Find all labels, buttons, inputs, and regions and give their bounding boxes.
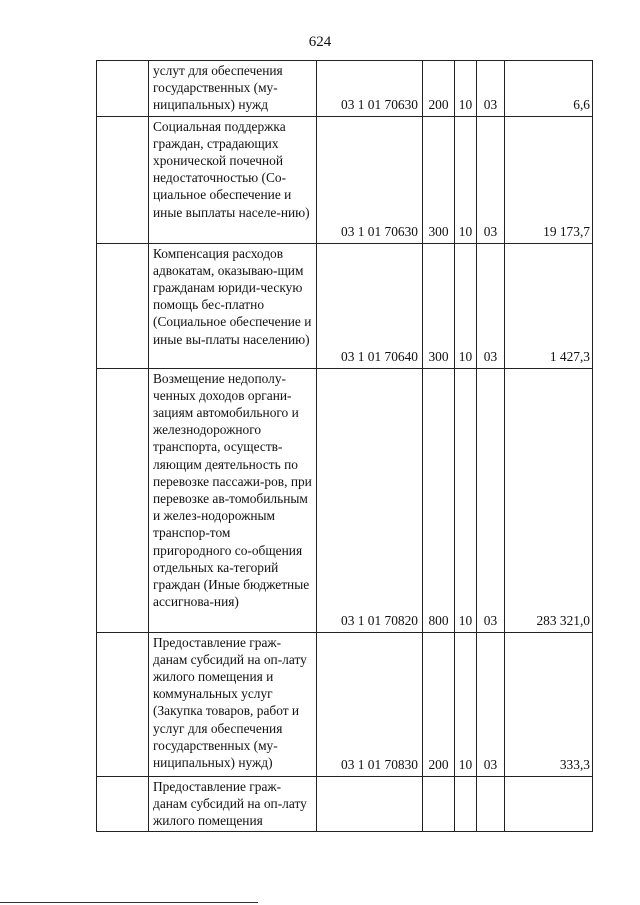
section-cell: 10 [455,116,477,243]
number-cell [97,776,149,832]
section-cell: 10 [455,368,477,632]
description-cell: услут для обеспечения государственных (му-ниципальных) нужд [149,61,317,117]
subsection-cell: 03 [477,368,505,632]
expense-type-cell: 200 [423,61,455,117]
amount-cell [505,776,593,832]
table-row [97,776,593,832]
table-row [97,116,593,243]
table-row [97,368,593,632]
amount-cell: 19 173,7 [505,116,593,243]
target-code-cell: 03 1 01 70830 [317,632,423,776]
description-cell: Возмещение недополу-ченных доходов органи-зациям автомобильного и железнодорожного транспорта, осуществ-ляющим деятельность по перевозке пассажи-ров, при перевозке ав-томобильным и желез-нодорожным транспор-том пригородного со-общения отдельных ка-тегорий граждан (Иные бюджетные ассигнова-ния) [149,368,317,632]
section-cell [455,776,477,832]
description-cell: Предоставление граж-данам субсидий на оп-лату жилого помещения и коммунальных услуг (Закупка товаров, работ и услуг для обеспечения государственных (му-ниципальных) нужд) [149,632,317,776]
description-cell: Компенсация расходов адвокатам, оказываю-щим гражданам юриди-ческую помощь бес-платно (Социальное обеспечение и иные вы-платы населению) [149,243,317,368]
number-cell [97,632,149,776]
amount-cell: 1 427,3 [505,243,593,368]
number-cell [97,243,149,368]
section-cell: 10 [455,61,477,117]
target-code-cell [317,776,423,832]
target-code-cell: 03 1 01 70630 [317,61,423,117]
amount-cell: 283 321,0 [505,368,593,632]
table-row [97,243,593,368]
expense-type-cell: 300 [423,243,455,368]
subsection-cell: 03 [477,61,505,117]
number-cell [97,61,149,117]
section-cell: 10 [455,243,477,368]
section-cell: 10 [455,632,477,776]
amount-cell: 333,3 [505,632,593,776]
number-cell [97,368,149,632]
target-code-cell: 03 1 01 70640 [317,243,423,368]
page-number: 624 [308,34,332,50]
amount-cell: 6,6 [505,61,593,117]
budget-table [96,60,593,832]
description-cell: Социальная поддержка граждан, страдающих хронической почечной недостаточностью (Со-циальное обеспечение и иные выплаты населе-нию) [149,116,317,243]
subsection-cell: 03 [477,116,505,243]
description-cell: Предоставление граж-данам субсидий на оп-лату жилого помещения [149,776,317,832]
subsection-cell: 03 [477,632,505,776]
expense-type-cell: 200 [423,632,455,776]
subsection-cell [477,776,505,832]
expense-type-cell: 300 [423,116,455,243]
bottom-divider [0,902,258,903]
target-code-cell: 03 1 01 70630 [317,116,423,243]
expense-type-cell [423,776,455,832]
subsection-cell: 03 [477,243,505,368]
number-cell [97,116,149,243]
table-row [97,61,593,117]
target-code-cell: 03 1 01 70820 [317,368,423,632]
expense-type-cell: 800 [423,368,455,632]
table-row [97,632,593,776]
